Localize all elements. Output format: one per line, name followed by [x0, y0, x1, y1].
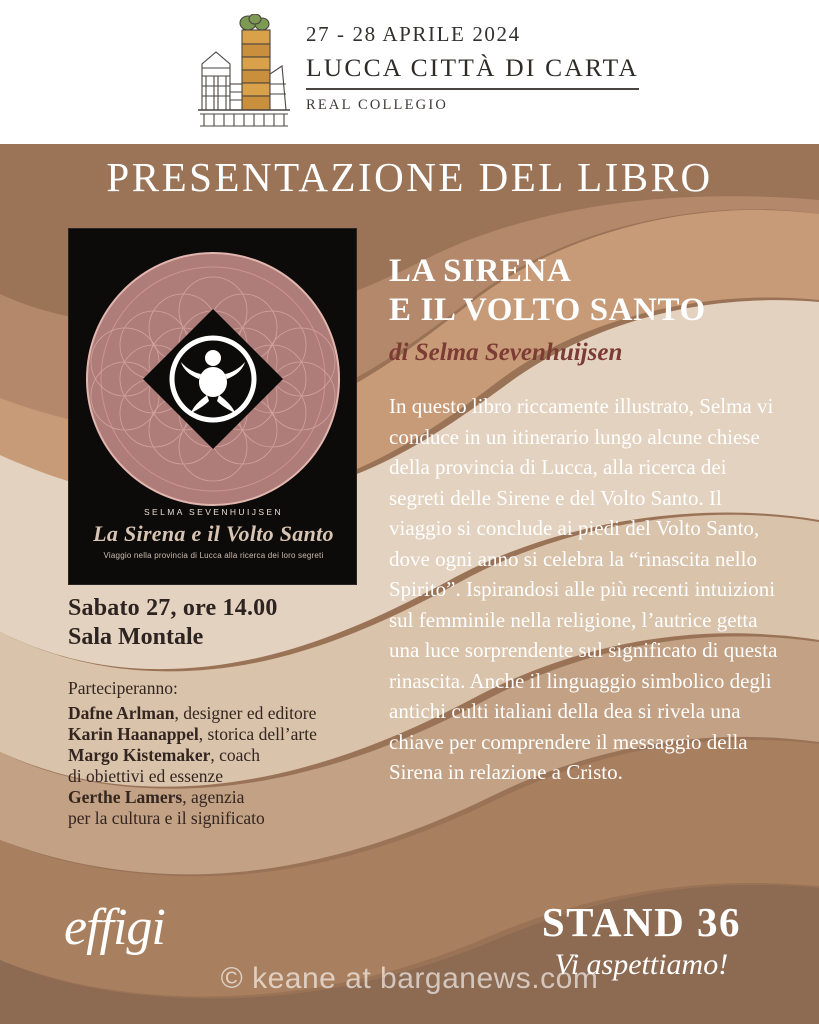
- participant-role: , storica dell’arte: [198, 724, 317, 744]
- participants-block: [68, 678, 388, 829]
- participant-row: [68, 766, 388, 787]
- book-title-line1: LA SIRENA: [389, 253, 572, 289]
- stand-tagline: Vi aspettiamo!: [554, 948, 729, 981]
- event-room: Sala Montale: [68, 624, 204, 650]
- lucca-buildings-icon: [196, 14, 292, 132]
- participant-role: , designer ed editore: [174, 703, 317, 723]
- book-title-line2: E IL VOLTO SANTO: [389, 292, 706, 328]
- cover-author: SELMA SEVENHUIJSEN: [143, 507, 284, 517]
- event-datetime: Sabato 27, ore 14.00: [68, 595, 278, 621]
- header-inner: [196, 14, 639, 132]
- book-info: [389, 252, 781, 788]
- participant-name: Gerthe Lamers: [68, 787, 183, 807]
- participant-name: Margo Kistemaker: [68, 745, 211, 765]
- participant-name: Dafne Arlman: [68, 703, 175, 723]
- logo-svg: [196, 14, 292, 132]
- participant-row: [68, 724, 388, 745]
- participant-row: [68, 745, 388, 766]
- participant-role: di obiettivi ed essenze: [68, 766, 224, 786]
- stand-number: STAND 36: [541, 899, 741, 945]
- participant-row: [68, 703, 388, 724]
- festival-title: LUCCA CITTÀ DI CARTA: [306, 53, 639, 90]
- participant-name: Karin Haanappel: [68, 724, 199, 744]
- page-title: PRESENTAZIONE DEL LIBRO: [106, 154, 713, 200]
- participant-row: [68, 808, 388, 829]
- book-description: In questo libro riccamente illustrato, Selma vi conduce in un itinerario lungo alcune chiese della provincia di Lucca, alla ricerca dei segreti delle Sirene e del Volto Santo. Il viaggio si conclude ai piedi del Volto Santo, dove ogni anno si celebra la “rinascita nello Spirito”. Ispirandosi alle più recenti intuizioni sul femminile nella religione, l’autrice getta una luce sorprendente sul significato di questa rinascita. Anche il linguaggio simbolico degli antichi culti italiani della dea si rivela una chiave per comprendere il messaggio della Sirena in relazione a Cristo.: [389, 394, 778, 784]
- event-dates: 27 - 28 APRILE 2024: [306, 22, 521, 46]
- watermark: © keane at barganews.com: [220, 962, 599, 995]
- participant-row: [68, 787, 388, 808]
- header: [0, 0, 819, 144]
- header-text: [306, 14, 639, 114]
- event-schedule: [68, 595, 378, 651]
- book-author: di Selma Sevenhuijsen: [389, 339, 623, 366]
- book-cover: [68, 228, 357, 585]
- participant-role: , agenzia: [182, 787, 245, 807]
- cover-title: La Sirena e il Volto Santo: [93, 521, 334, 546]
- publisher-name: effigi: [64, 899, 165, 956]
- participants-label: Parteciperanno:: [68, 678, 178, 698]
- publisher-logo: [64, 900, 165, 956]
- cover-subtitle: Viaggio nella provincia di Lucca alla ricerca dei loro segreti: [103, 551, 324, 560]
- participant-role: , coach: [210, 745, 260, 765]
- participant-role: per la cultura e il significato: [68, 808, 265, 828]
- venue-name: REAL COLLEGIO: [306, 97, 449, 113]
